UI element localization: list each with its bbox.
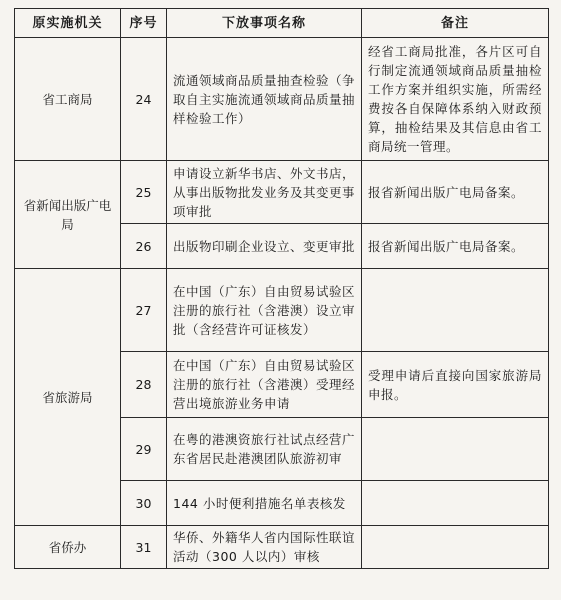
item-cell: 华侨、外籍华人省内国际性联谊活动（300 人以内）审核 bbox=[167, 526, 362, 569]
note-cell: 经省工商局批准，各片区可自行制定流通领域商品质量抽检工作方案并组织实施，所需经费按各自保障体系纳入财政预算，抽检结果及其信息由省工商局统一管理。 bbox=[362, 38, 549, 161]
agency-cell: 省工商局 bbox=[15, 38, 121, 161]
item-cell: 出版物印刷企业设立、变更审批 bbox=[167, 224, 362, 269]
item-cell: 在中国（广东）自由贸易试验区注册的旅行社（含港澳）设立审批（含经营许可证核发） bbox=[167, 269, 362, 352]
header-number: 序号 bbox=[121, 9, 167, 38]
item-cell: 在中国（广东）自由贸易试验区注册的旅行社（含港澳）受理经营出境旅游业务申请 bbox=[167, 352, 362, 418]
note-cell: 受理申请后直接向国家旅游局申报。 bbox=[362, 352, 549, 418]
agency-cell: 省侨办 bbox=[15, 526, 121, 569]
number-cell: 26 bbox=[121, 224, 167, 269]
agency-cell: 省旅游局 bbox=[15, 269, 121, 526]
header-note: 备注 bbox=[362, 9, 549, 38]
note-cell bbox=[362, 269, 549, 352]
table-header-row bbox=[15, 9, 549, 38]
header-item: 下放事项名称 bbox=[167, 9, 362, 38]
number-cell: 25 bbox=[121, 161, 167, 224]
note-cell bbox=[362, 481, 549, 526]
item-cell: 在粤的港澳资旅行社试点经营广东省居民赴港澳团队旅游初审 bbox=[167, 418, 362, 481]
number-cell: 27 bbox=[121, 269, 167, 352]
table-row bbox=[15, 526, 549, 569]
table-row bbox=[15, 269, 549, 352]
item-cell: 申请设立新华书店、外文书店，从事出版物批发业务及其变更事项审批 bbox=[167, 161, 362, 224]
note-cell: 报省新闻出版广电局备案。 bbox=[362, 224, 549, 269]
item-cell: 流通领域商品质量抽查检验（争取自主实施流通领域商品质量抽样检验工作） bbox=[167, 38, 362, 161]
number-cell: 30 bbox=[121, 481, 167, 526]
item-cell: 144 小时便利措施名单表核发 bbox=[167, 481, 362, 526]
header-agency: 原实施机关 bbox=[15, 9, 121, 38]
delegation-table bbox=[14, 8, 549, 569]
agency-cell: 省新闻出版广电局 bbox=[15, 161, 121, 269]
table-row bbox=[15, 38, 549, 161]
number-cell: 28 bbox=[121, 352, 167, 418]
table-row bbox=[15, 161, 549, 224]
note-cell bbox=[362, 526, 549, 569]
number-cell: 31 bbox=[121, 526, 167, 569]
note-cell: 报省新闻出版广电局备案。 bbox=[362, 161, 549, 224]
number-cell: 29 bbox=[121, 418, 167, 481]
number-cell: 24 bbox=[121, 38, 167, 161]
note-cell bbox=[362, 418, 549, 481]
